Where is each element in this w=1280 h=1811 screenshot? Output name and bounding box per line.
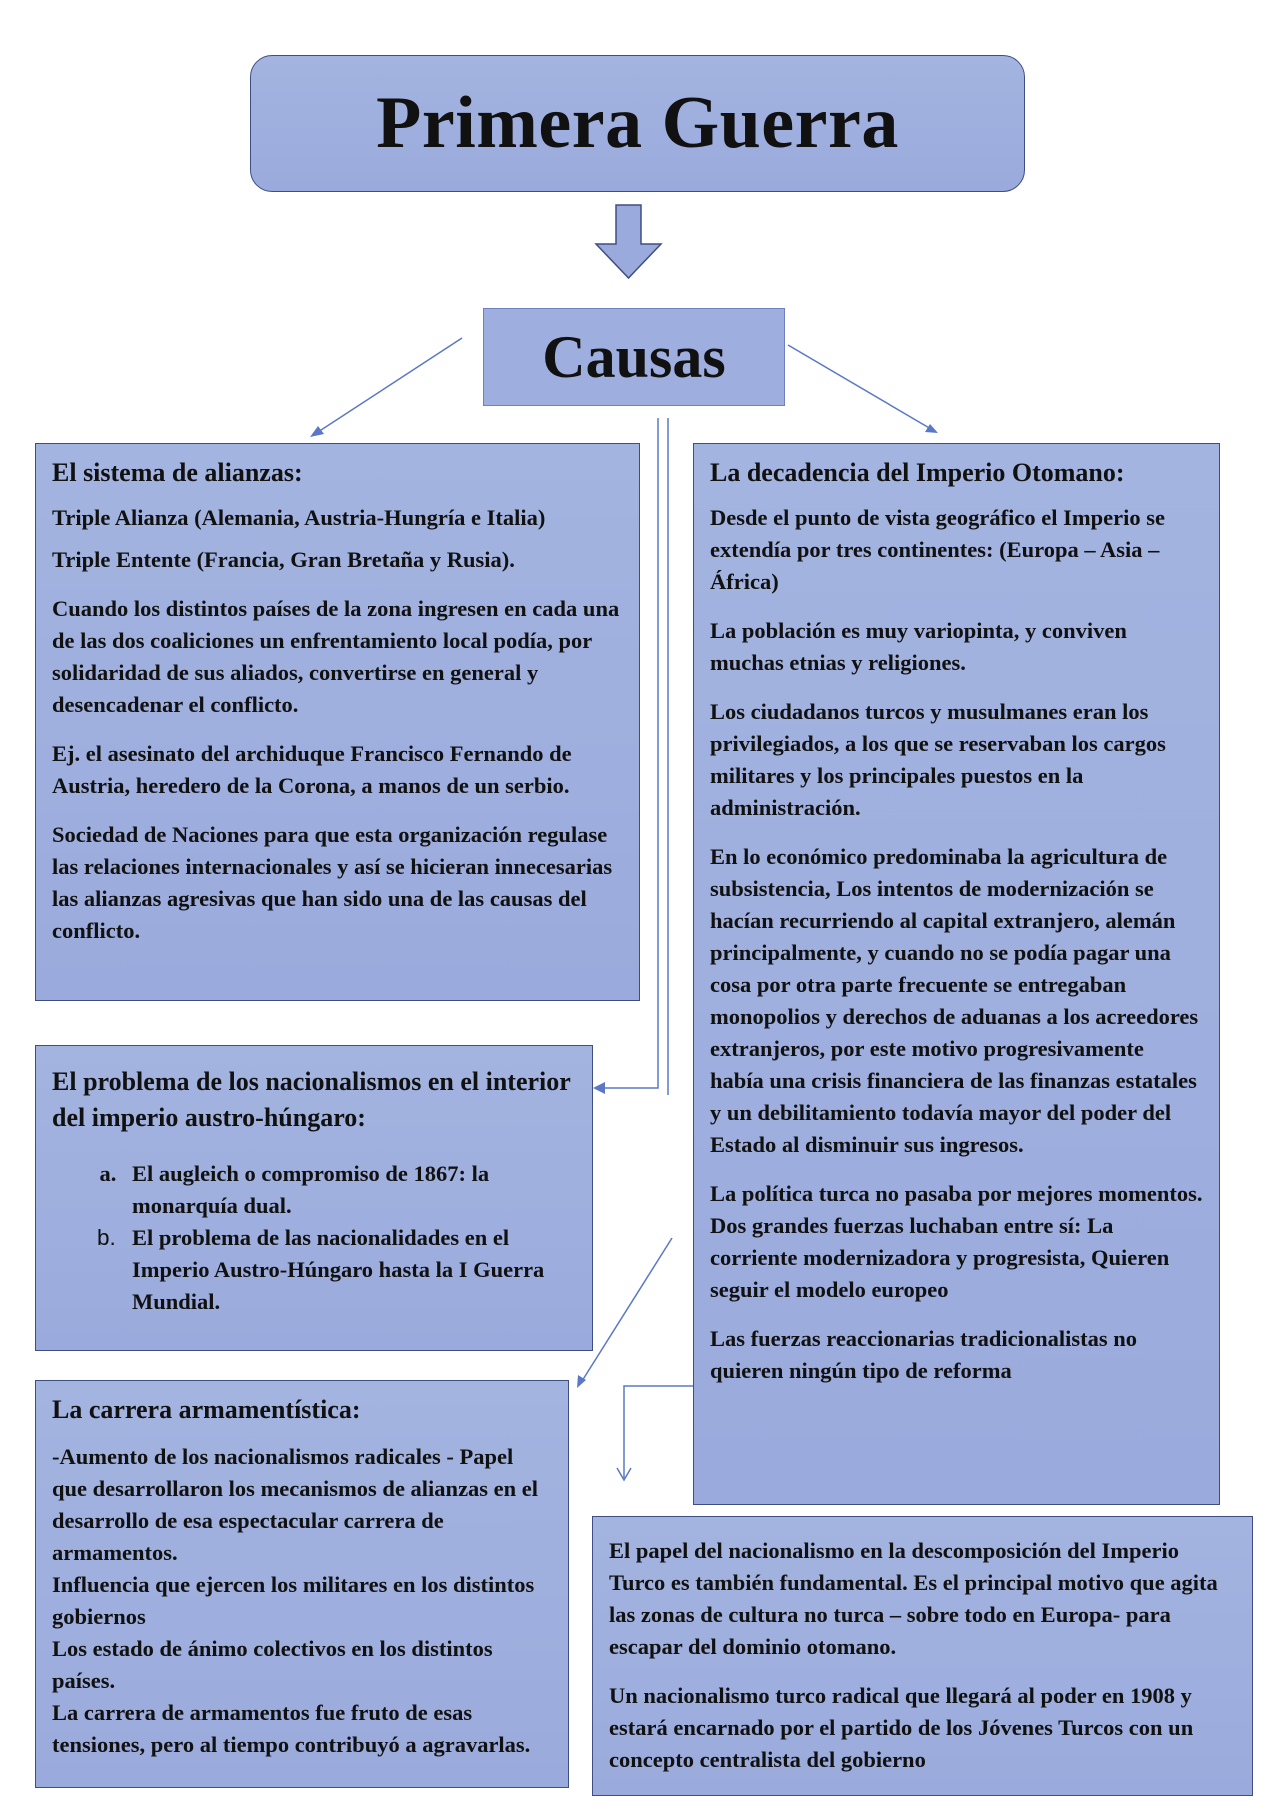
alianzas-box (35, 443, 640, 1001)
armamentistica-line: La carrera de armamentos fue fruto de esas tensiones, pero al tiempo contribuyó a agravarlas. (52, 1700, 531, 1757)
armamentistica-lines (52, 1441, 552, 1761)
otomano-paragraph: La política turca no pasaba por mejores momentos. Dos grandes fuerzas luchaban entre sí: La corriente modernizadora y progresista, Quieren seguir el modelo europeo (710, 1181, 1203, 1302)
alianzas-heading: El sistema de alianzas: (52, 458, 303, 487)
turco-paragraph: El papel del nacionalismo en la descomposición del Imperio Turco es también fundamental. Es el principal motivo que agita las zonas de cultura no turca – sobre todo en Europa- para escapar del dominio otomano. (609, 1538, 1218, 1659)
otomano-paragraph: La población es muy variopinta, y conviven muchas etnias y religiones. (710, 618, 1127, 675)
connector-causas-otomano (788, 345, 931, 429)
armamentistica-line: Los estado de ánimo colectivos en los distintos países. (52, 1636, 493, 1693)
otomano-heading: La decadencia del Imperio Otomano: (710, 458, 1125, 487)
arrowhead-otomano-icon (925, 424, 938, 433)
nacionalismos-item: a. El augleich o compromiso de 1867: la monarquía dual. (122, 1158, 576, 1222)
nacionalismos-heading: El problema de los nacionalismos en el interior del imperio austro-húngaro: (52, 1067, 571, 1132)
armamentistica-box (35, 1380, 569, 1788)
connector-otomano-turco (624, 1386, 693, 1478)
causas-label: Causas (542, 323, 726, 390)
connector-causas-armas (582, 1238, 672, 1381)
alianzas-paragraph: Ej. el asesinato del archiduque Francisco Fernando de Austria, heredero de la Corona, a manos de un serbio. (52, 741, 572, 798)
turco-box (592, 1516, 1253, 1796)
armamentistica-line: -Aumento de los nacionalismos radicales - Papel que desarrollaron los mecanismos de alianzas en el desarrollo de esa espectacular carrera de armamentos. (52, 1444, 539, 1565)
connector-causas-alianzas (318, 338, 462, 432)
armamentistica-line: Influencia que ejercen los militares en los distintos gobiernos (52, 1572, 535, 1629)
nacionalismos-item: b. El problema de las nacionalidades en el Imperio Austro-Húngaro hasta la I Guerra Mundial. (122, 1222, 576, 1318)
alianzas-paragraph: Cuando los distintos países de la zona ingresen en cada una de las dos coaliciones un enfrentamiento local podía, por solidaridad de sus aliados, convertirse en general y desencadenar el conflicto. (52, 596, 620, 717)
arrowhead-alianzas-icon (310, 426, 324, 437)
arrowhead-turco-icon (617, 1468, 631, 1480)
otomano-paragraph: Los ciudadanos turcos y musulmanes eran los privilegiados, a los que se reservaban los cargos militares y los principales puestos en la administración. (710, 699, 1166, 820)
alianzas-paragraph: Triple Entente (Francia, Gran Bretaña y Rusia). (52, 547, 515, 572)
otomano-paragraph: Las fuerzas reaccionarias tradicionalistas no quieren ningún tipo de reforma (710, 1326, 1138, 1383)
otomano-box (693, 443, 1220, 1505)
otomano-paragraph: Desde el punto de vista geográfico el Imperio se extendía por tres continentes: (Europa – Asia – África) (710, 505, 1165, 594)
down-arrow-icon (596, 205, 661, 278)
turco-paragraph: Un nacionalismo turco radical que llegará al poder en 1908 y estará encarnado por el partido de los Jóvenes Turcos con un concepto centralista del gobierno (609, 1683, 1194, 1772)
arrowhead-nacionalismos-icon (593, 1082, 605, 1094)
otomano-paragraph: En lo económico predominaba la agricultura de subsistencia, Los intentos de modernización se hacían recurriendo al capital extranjero, alemán principalmente, y cuando no se podía pagar una cosa por otra parte frecuente se entregaban monopolios y derechos de aduanas a los acreedores extranjeros, por este motivo progresivamente había una crisis financiera de las finanzas estatales y un debilitamiento todavía mayor del poder del Estado al disminuir sus ingresos. (710, 844, 1199, 1157)
armamentistica-heading: La carrera armamentística: (52, 1395, 361, 1424)
title-box (250, 55, 1025, 192)
arrowhead-armas-icon (577, 1375, 586, 1388)
nacionalismos-list (52, 1158, 576, 1318)
nacionalismos-box (35, 1045, 593, 1351)
causas-box (483, 308, 785, 406)
diagram-title: Primera Guerra (376, 82, 899, 164)
alianzas-paragraph: Triple Alianza (Alemania, Austria-Hungría e Italia) (52, 505, 546, 530)
alianzas-paragraph: Sociedad de Naciones para que esta organización regulase las relaciones internacionales y así se hicieran innecesarias las alianzas agresivas que han sido una de las causas del conflicto. (52, 822, 613, 943)
